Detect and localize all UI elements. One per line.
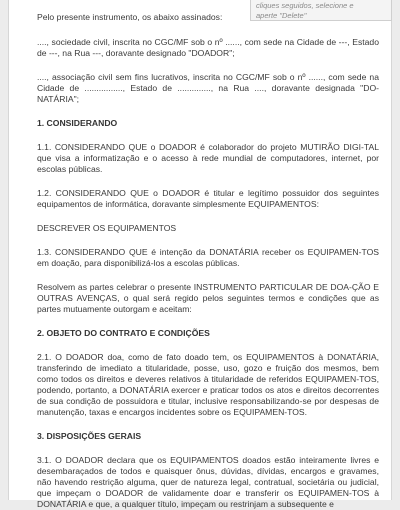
clause-2-1: 2.1. O DOADOR doa, como de fato doado tem, os EQUIPAMENTOS à DONATÁRIA, transferindo de imediato a titularidade, posse, uso, gozo e fruição dos mesmos, bem como todos os direitos e deveres relativos à titularidade de referidos EQUIPAMEN-TOS, podendo, portanto, a DONATÁRIA exercer e praticar todos os atos e direitos decorrentes de sua condição de possuidora e titular, inclusive responsabilizando-se por despesas de manutenção, taxas e encargos incidentes sobre os EQUIPAMEN-TOS.: [37, 352, 379, 417]
document-page: [8, 0, 392, 509]
clause-1-2: 1.2. CONSIDERANDO QUE o DOADOR é titular e legítimo possuidor dos seguintes equipamentos de informática, doravante simplesmente EQUIPAMENTOS:: [37, 188, 379, 209]
clause-3-1: 3.1. O DOADOR declara que os EQUIPAMENTOS doados estão inteiramente livres e desembaraçados de todos e quaisquer ônus, dúvidas, dívidas, encargos e gravames, não havendo restrição alguma, quer de natureza legal, contratual, societária ou judicial, que impeçam o DOADOR de validamente doar e transferir os EQUIPAMEN-TOS à DONATÁRIA e que, a qualquer título, impeçam ou restrinjam a subsequente e: [37, 455, 379, 509]
intro-paragraph: Pelo presente instrumento, os abaixo assinados:: [37, 12, 223, 22]
clause-1-3: 1.3. CONSIDERANDO QUE é intenção da DONATÁRIA receber os EQUIPAMEN-TOS em doação, para disponibilizá-los a escolas públicas.: [37, 247, 379, 268]
equipment-placeholder: DESCREVER OS EQUIPAMENTOS: [37, 223, 177, 233]
section-2-heading: 2. OBJETO DO CONTRATO E CONDIÇÕES: [37, 328, 210, 338]
clause-1-1: 1.1. CONSIDERANDO QUE o DOADOR é colaborador do projeto MUTIRÃO DIGI-TAL que visa a informatização e o acesso à rede mundial de computadores, internet, por escolas públicas.: [37, 142, 379, 174]
section-3-heading: 3. DISPOSIÇÕES GERAIS: [37, 431, 142, 441]
section-1-heading: 1. CONSIDERANDO: [37, 118, 118, 128]
instruction-hint: cliques seguidos, selecione e aperte "Delete": [250, 0, 392, 21]
resolve-paragraph: Resolvem as partes celebrar o presente INSTRUMENTO PARTICULAR DE DOA-ÇÃO E OUTRAS AVENÇAS, o qual será regido pelos seguintes termos e condições que as partes mutuamente outorgam e aceitam:: [37, 282, 379, 314]
party-doador-paragraph: ...., sociedade civil, inscrita no CGC/MF sob o nº ......, com sede na Cidade de ---, Estado de ---, na Rua ---, doravante designado "DOADOR";: [37, 37, 379, 58]
document-body: [37, 0, 379, 510]
party-donataria-paragraph: ...., associação civil sem fins lucrativos, inscrita no CGC/MF sob o nº ......, com sede na Cidade de ................, Estado de .............., na Rua ...., doravante designada "DO-NATÁRIA";: [37, 72, 379, 104]
